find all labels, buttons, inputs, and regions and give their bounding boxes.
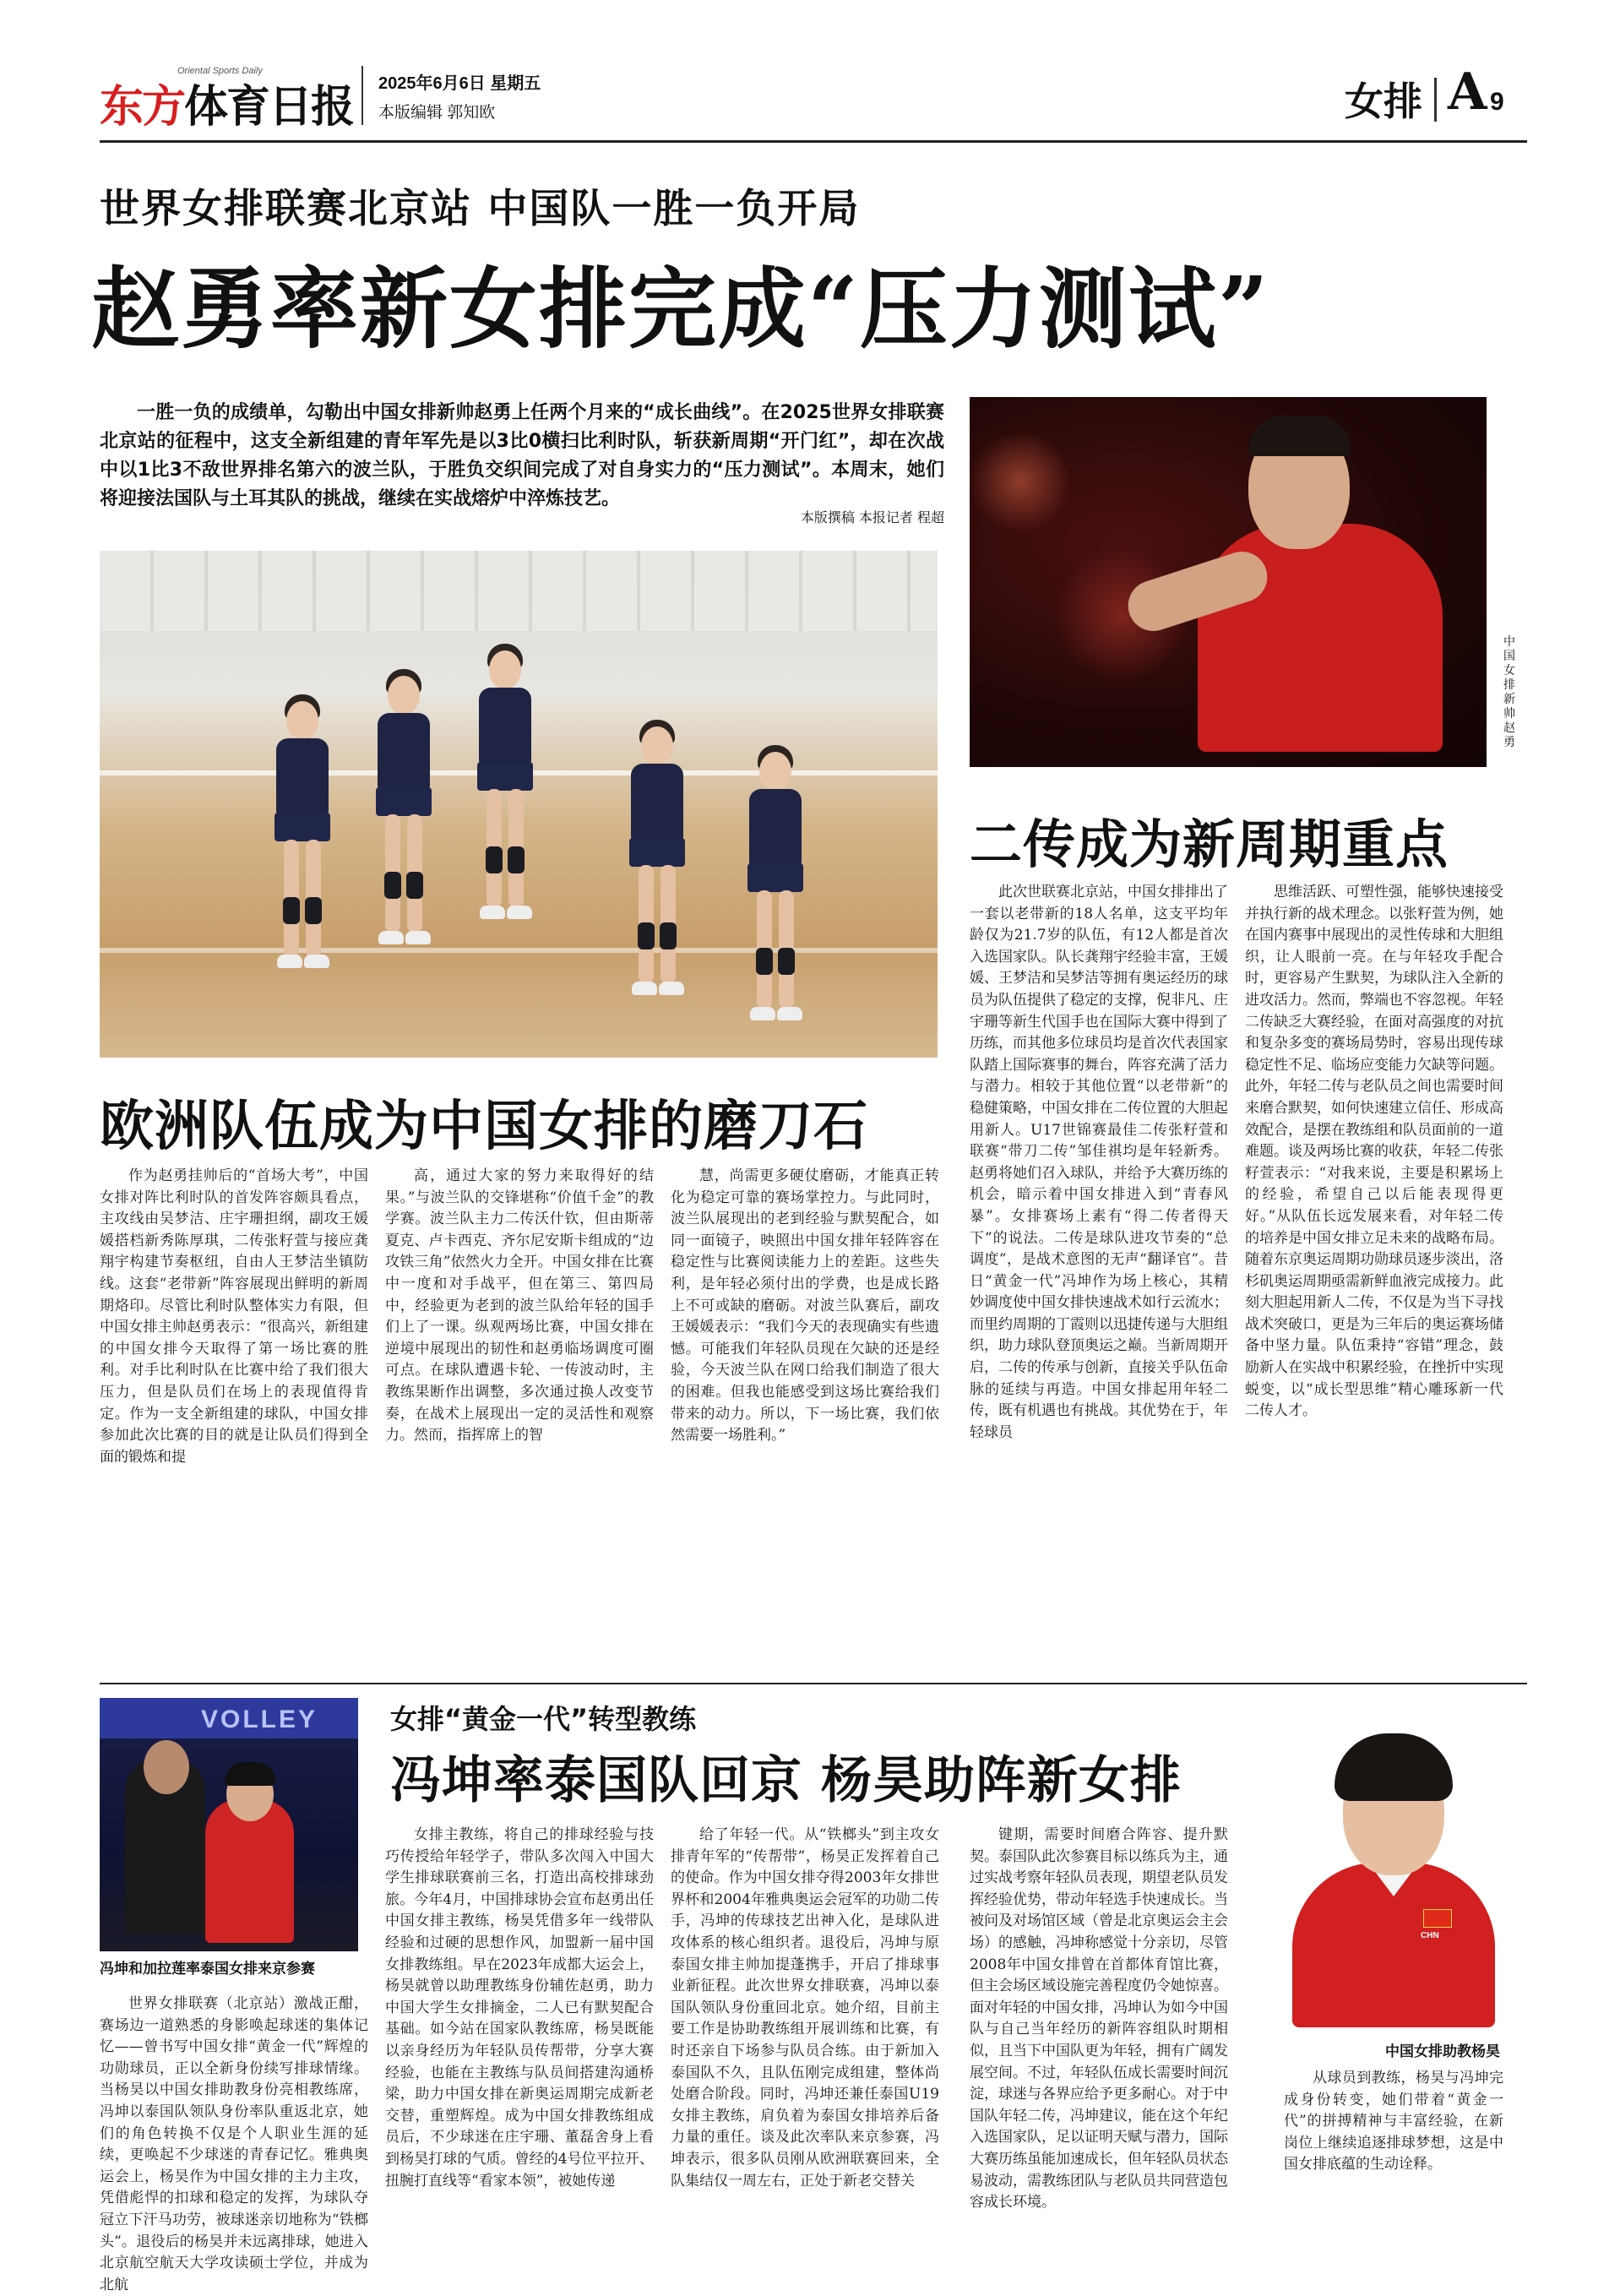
- main-article-column-5: 思维活跃、可塑性强，能够快速接受并执行新的战术理念。以张籽萱为例，她在国内赛事中展现出的灵性传球和大胆组织，让人眼前一亮。在与年轻攻手配合时，更容易产生默契，为球队注入全新的进攻活力。然而，弊端也不容忽视。年轻二传缺乏大赛经验，在面对高强度的对抗和复杂多变的赛场局势时，容易出现传球稳定性不足、临场应变能力欠缺等问题。此外，年轻二传与老队员之间也需要时间来磨合默契，如何快速建立信任、形成高效配合，是摆在教练组和队员面前的一道难题。谈及两场比赛的收获，年轻二传张籽萱表示：“对我来说，主要是积累场上的经验，希望自己以后能表现得更好。”从队伍长远发展来看，对年轻二传的培养是中国女排立足未来的战略布局。随着东京奥运周期功勋球员逐步淡出，洛杉矶奥运周期亟需新鲜血液完成接力。此刻大胆起用新人二传，不仅是为当下寻找战术突破口，更是为三年后的奥运赛场储备中坚力量。队伍秉持“容错”理念，鼓励新人在实战中积累经验，在挫折中实现蜕变，以“成长型思维”精心雕琢新一代二传人才。: [1245, 884, 1503, 1420]
- china-flag-icon: [1423, 1909, 1452, 1928]
- player-figure: [471, 644, 539, 998]
- player-figure: [370, 669, 438, 1024]
- logo-red-text: 东方: [100, 81, 185, 133]
- player-figure: [623, 720, 691, 1075]
- page-number: 9: [1490, 88, 1504, 116]
- byline: 本版撰稿 本报记者 程超: [800, 509, 944, 525]
- lead-paragraph: 一胜一负的成绩单，勾勒出中国女排新帅赵勇上任两个月来的“成长曲线”。在2025世界女排联赛北京站的征程中，这支全新组建的青年军先是以3比0横扫比利时队，斩获新周期“开门红”，却在次战中以1比3不敌世界排名第六的波兰队，于胜负交织间完成了对自身实力的“压力测试”。本周末，她们将迎接法国队与土耳其队的挑战，继续在实战熔炉中淬炼技艺。: [100, 402, 944, 509]
- player-figure: [269, 694, 336, 1049]
- story-divider: [100, 1683, 1527, 1684]
- section1-heading: 欧洲队伍成为中国女排的磨刀石: [100, 1095, 868, 1158]
- second-article-column-5: 从球员到教练，杨昊与冯坤完成身份转变，她们带着“黄金一代”的拼搏精神与丰富经验，在新岗位上继续追逐排球梦想，这是中国女排底蕴的生动诠释。: [1284, 2070, 1503, 2174]
- feng-kun-caption: 冯坤和加拉莲率泰国女排来京参赛: [100, 1961, 315, 1978]
- masthead-rule: [100, 140, 1527, 143]
- main-article-column-2: 高，通过大家的努力来取得好的结果。”与波兰队的交锋堪称“价值千金”的教学赛。波兰队主力二传沃什钦，但由斯蒂夏克、卢卡西克、齐尔尼安斯卡组成的“边攻铁三角”依然火力全开。中国女排在比赛中一度和对手战平，但在第三、第四局中，经验更为老到的波兰队给年轻的国手们上了一课。纵观两场比赛，中国女排在逆境中展现出的韧性和赵勇临场调度可圈可点。在球队遭遇卡轮、一传波动时，主教练果断作出调整，多次通过换人改变节奏，在战术上展现出一定的灵活性和观察力。然而，指挥席上的智: [385, 1167, 654, 1445]
- logo-english: Oriental Sports Daily: [177, 66, 263, 76]
- page-editor: 本版编辑 郭知欧: [378, 104, 496, 122]
- coach-hair: [1248, 416, 1351, 456]
- masthead-divider: [362, 66, 363, 125]
- player-figure: [742, 745, 809, 1100]
- chn-badge: CHN: [1421, 1931, 1439, 1940]
- section-divider: [1434, 78, 1437, 122]
- section2-heading: 二传成为新周期重点: [970, 813, 1449, 875]
- coach-caption: 中国女排新帅赵勇: [1503, 635, 1515, 749]
- main-kicker: 世界女排联赛北京站 中国队一胜一负开局: [100, 186, 861, 232]
- arena-lights: [970, 397, 1189, 752]
- second-article-column-1: 世界女排联赛（北京站）激战正酣，赛场边一道熟悉的身影唤起球迷的集体记忆——曾书写中国女排“黄金一代”辉煌的功勋球员，正以全新身份续写排球情缘。当杨昊以中国女排助教身份亮相教练席，冯坤以泰国队领队身份率队重返北京，她们的角色转换不仅是个人职业生涯的延续，更唤起不少球迷的青春记忆。雅典奥运会上，杨昊作为中国女排的主力主攻，凭借彪悍的扣球和稳定的发挥，为球队夺冠立下汗马功劳，被球迷亲切地称为“铁榔头”。退役后的杨昊并未远离排球，她进入北京航空航天大学攻读硕士学位，并成为北航: [100, 1995, 368, 2293]
- coach-zhao-yong-photo: [970, 397, 1487, 767]
- person-head: [144, 1740, 189, 1794]
- logo-black-text: 体育日报: [184, 81, 354, 133]
- second-article-column-2: 女排主教练，将自己的排球经验与技巧传授给年轻学子，带队多次闯入中国大学生排球联赛前三名，打造出高校排球劲旅。今年4月，中国排球协会宣布赵勇出任中国女排主教练，杨昊凭借多年一线带队经验和过硬的思想作风，加盟新一届中国女排教练组。早在2023年成都大运会上，杨昊就曾以助理教练身份辅佐赵勇，助力中国大学生女排摘金，二人已有默契配合基础。如今站在国家队教练席，杨昊既能以亲身经历为年轻队员传帮带，分享大赛经验，也能在主教练与队员间搭建沟通桥梁，助力中国女排在新奥运周期完成新老交替，重塑辉煌。成为中国女排教练组成员后，不少球迷在庄宇珊、董磊舍身上看到杨昊打球的气质。曾经的4号位平拉开、扭腕打直线等“看家本领”，被她传递: [385, 1826, 654, 2190]
- main-article-column-3: 慧，尚需更多硬仗磨砺，才能真正转化为稳定可靠的赛场掌控力。与此同时，波兰队展现出的老到经验与默契配合，如同一面镜子，映照出中国女排年轻阵容在稳定性与比赛阅读能力上的差距。这些失利，是年轻必须付出的学费，也是成长路上不可或缺的磨砺。对波兰队赛后，副攻王媛媛表示：“我们今天的表现确实有些遗憾。可能我们年轻队员现在欠缺的还是经验，今天波兰队在网口给我们制造了很大的困难。但我也能感受到这场比赛给我们带来的动力。所以，下一场比赛，我们依然需要一场胜利。”: [671, 1167, 939, 1445]
- person-hair: [225, 1762, 275, 1786]
- assistant-hair: [1335, 1733, 1453, 1801]
- masthead: [100, 57, 1527, 133]
- yang-hao-caption: 中国女排助教杨昊: [1385, 2043, 1500, 2060]
- page-letter: A: [1448, 63, 1487, 122]
- main-article-column-4: 此次世联赛北京站，中国女排排出了一套以老带新的18人名单，这支平均年龄仅为21.7岁的队伍，有12人都是首次入选国家队。队长龚翔宇经验丰富，王媛媛、王梦洁和吴梦洁等拥有奥运经历的球员为队伍提供了稳定的支撑，倪非凡、庄宇珊等新生代国手也在国际大赛中得到了历练，而其他多位球员均是首次代表国家队踏上国际赛事的舞台，阵容充满了活力与潜力。相较于其他位置“以老带新”的稳健策略，中国女排在二传位置的大胆起用新人。U17世锦赛最佳二传张籽萱和联赛“带刀二传”邹佳祺均是年轻新秀。赵勇将她们召入球队，并给予大赛历练的机会，暗示着中国女排进入到“青春风暴”。女排赛场上素有“得二传者得天下”的说法。二传是球队进攻节奏的“总调度”，是战术意图的无声“翻译官”。昔日“黄金一代”冯坤作为场上核心，其精妙调度使中国女排快速战术如行云流水；而里约周期的丁霞则以迅捷传递与大胆组织，助力球队登顶奥运之巅。当新周期开启，二传的传承与创新，直接关乎队伍命脉的延续与再造。中国女排起用年轻二传，既有机遇也有挑战。其优势在于，年轻球员: [970, 884, 1228, 1441]
- second-headline: 冯坤率泰国队回京 杨昊助阵新女排: [390, 1751, 1182, 1810]
- section-name: 女排: [1345, 79, 1422, 124]
- team-court-photo: [100, 551, 938, 1058]
- arena-banner: VOLLEY: [100, 1698, 358, 1738]
- yang-hao-photo: [1284, 1715, 1503, 2027]
- second-article-column-4: 键期，需要时间磨合阵容、提升默契。泰国队此次参赛目标以练兵为主，通过实战考察年轻队员表现，期望老队员发挥经验优势，带动年轻选手快速成长。当被问及对场馆区域（曾是北京奥运会主会场）的感触，冯坤称感觉十分亲切，尽管2008年中国女排曾在首都体育馆比赛，但主会场区域设施完善程度仍令她惊喜。面对年轻的中国女排，冯坤认为如今中国队与自己当年经历的新阵容组队时期相似，且当下中国队更为年轻，拥有广阔发展空间。不过，年轻队伍成长需要时间沉淀，球迷与各界应给予更多耐心。对于中国队年轻二传，冯坤建议，能在这个年纪入选国家队，足以证明天赋与潜力，国际大赛历练虽能加速成长，但年轻队员状态易波动，需教练团队与老队员共同营造包容成长环境。: [970, 1826, 1228, 2212]
- issue-date: 2025年6月6日 星期五: [378, 74, 541, 93]
- ad-boards: [100, 551, 938, 631]
- second-article-column-3: 给了年轻一代。从“铁榔头”到主攻女排青年军的“传帮带”，杨昊正发挥着自己的使命。作为中国女排夺得2003年女排世界杯和2004年雅典奥运会冠军的功勋二传手，冯坤的传球技艺出神入化，是球队进攻体系的核心组织者。退役后，冯坤与原泰国女排主帅加提蓬携手，开启了排球事业新征程。此次世界女排联赛，冯坤以泰国队领队身份重回北京。她介绍，目前主要工作是协助教练组开展训练和比赛，有时还亲自下场参与队员合练。由于新加入泰国队不久，且队伍刚完成组建，整体尚处磨合阶段。同时，冯坤还兼任泰国U19女排主教练，肩负着为泰国女排培养后备力量的重任。谈及此次率队来京参赛，冯坤表示，很多队员刚从欧洲联赛回来，全队集结仅一周左右，正处于新老交替关: [671, 1826, 939, 2190]
- second-kicker: 女排“黄金一代”转型教练: [390, 1703, 697, 1735]
- newspaper-logo: [100, 71, 353, 134]
- feng-kun-photo: [100, 1698, 358, 1951]
- main-headline: 赵勇率新女排完成“压力测试”: [91, 257, 1270, 361]
- main-article-column-1: 作为赵勇挂帅后的“首场大考”，中国女排对阵比利时队的首发阵容颇具看点，主攻线由吴梦洁、庄宇珊担纲，副攻王媛媛搭档新秀陈厚琪，二传张籽萱与接应龚翔宇构建节奏枢纽，自由人王梦洁坐镇防线。这套“老带新”阵容展现出鲜明的新周期烙印。尽管比利时队整体实力有限，但中国女排主帅赵勇表示：“很高兴，新组建的中国女排今天取得了第一场比赛的胜利。对手比利时队在比赛中给了我们很大压力，但是队员们在场上的表现值得肯定。作为一支全新组建的球队，中国女排参加此次比赛的目的就是让队员们得到全面的锻炼和提: [100, 1167, 368, 1466]
